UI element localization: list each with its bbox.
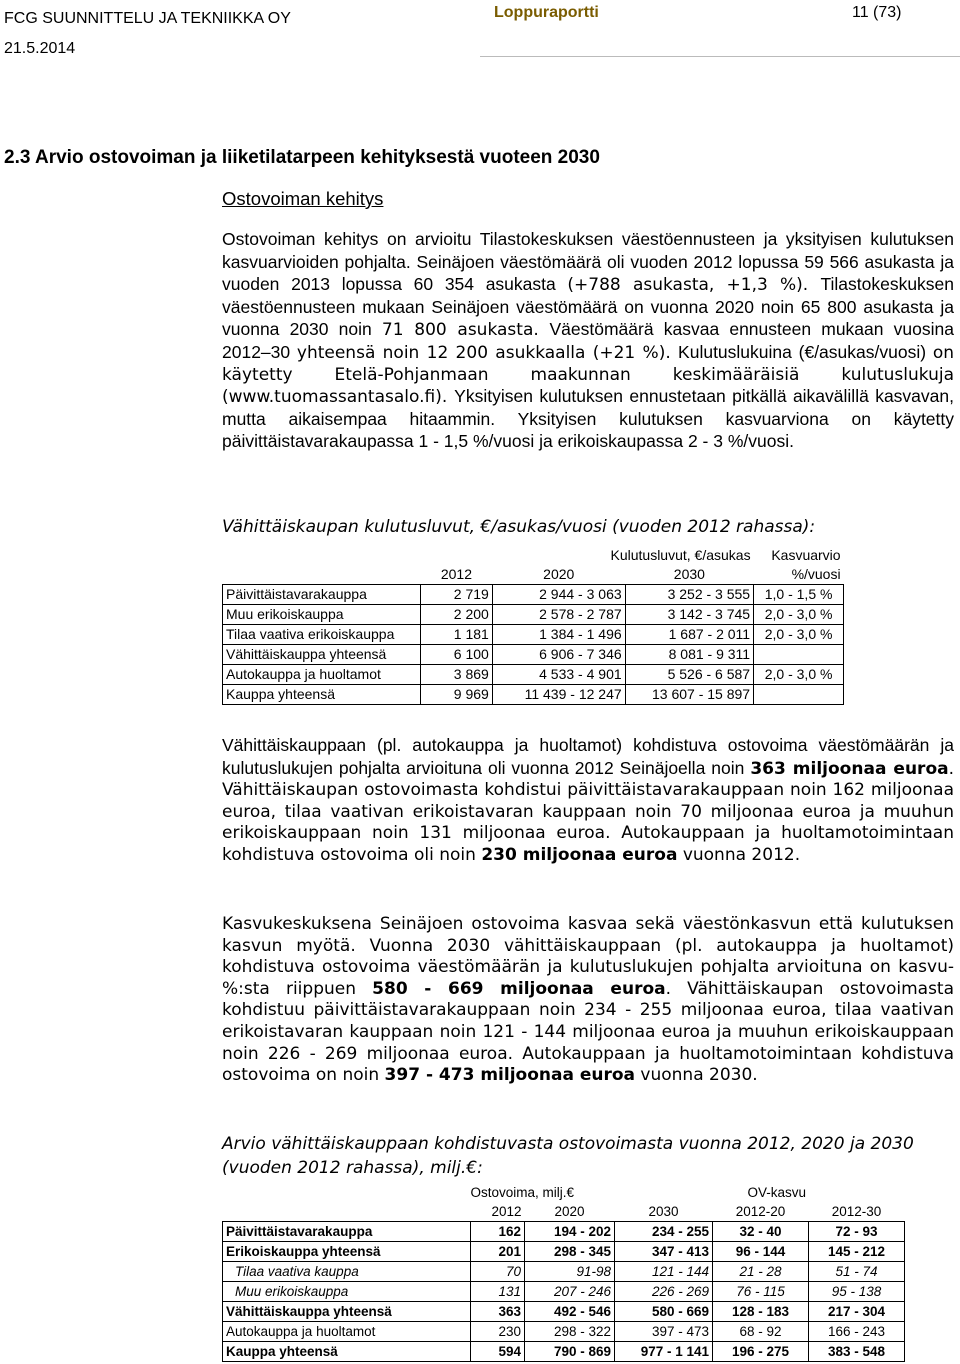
- row-label: Tilaa vaativa kauppa: [223, 1262, 471, 1282]
- table1-year-2012: 2012: [440, 566, 472, 582]
- paragraph-2030-purchasing-power: [222, 914, 954, 1087]
- cell-growth-2012-20: 32 - 40: [713, 1222, 809, 1242]
- cell-growth: 2,0 - 3,0 %: [754, 625, 844, 645]
- para2-c: . Vähittäiskaupan ostovoimasta kohdistui päivittäistavarakauppaan noin 162 miljoonaa euroa, tilaa vaativan erikoistavaran kauppaan noin 70 miljoonaa euroa ja muuhun erikoiskauppaan noin 131 miljoonaa euroa. Autokauppaan ja huoltamotoimintaan kohdistuva ostovoima oli noin: [222, 758, 954, 865]
- cell-2012: 201: [471, 1242, 525, 1262]
- header-org: FCG SUUNNITTELU JA TEKNIIKKA OY: [4, 10, 291, 27]
- header-doc-title: Loppuraportti: [494, 4, 599, 21]
- paragraph-2012-purchasing-power: [222, 735, 954, 867]
- row-label: Vähittäiskauppa yhteensä: [223, 645, 421, 665]
- row-label: Autokauppa ja huoltamot: [223, 665, 421, 685]
- cell-growth: 2,0 - 3,0 %: [754, 665, 844, 685]
- cell-2030: 234 - 255: [615, 1222, 713, 1242]
- cell-2012: 594: [471, 1342, 525, 1362]
- cell-growth: 1,0 - 1,5 %: [754, 585, 844, 605]
- table2-group-head: Ostovoima, milj.€: [470, 1185, 575, 1200]
- table1-head-row2: [223, 565, 844, 585]
- cell-growth-2012-30: 145 - 212: [809, 1242, 905, 1262]
- row-label: Päivittäistavarakauppa: [223, 585, 421, 605]
- cell-growth: [754, 685, 844, 705]
- cell-2020: 4 533 - 4 901: [492, 665, 625, 685]
- cell-2030: 1 687 - 2 011: [625, 625, 753, 645]
- row-label: Muu erikoiskauppa: [223, 605, 421, 625]
- para3-c: . Vähittäiskaupan ostovoimasta kohdistuu päivittäistavarakauppaan noin 234 - 255 miljoonaa euroa, tilaa vaativan erikoistavaran kauppaan noin 121 - 144 miljoonaa euroa ja muuhun erikoiskauppaan noin 226 - 269 miljoonaa euroa. Autokauppaan ja huoltamotoimintaan kohdistuva ostovoima on noin: [222, 978, 955, 1086]
- cell-2020: 91-98: [525, 1262, 615, 1282]
- table1-group-head: Kulutusluvut, €/asukas: [610, 547, 751, 563]
- cell-2020: 298 - 322: [525, 1322, 615, 1342]
- table2-growth-head: OV-kasvu: [747, 1185, 807, 1200]
- row-label: Muu erikoiskauppa: [223, 1282, 471, 1302]
- table2-col-2012: 2012: [491, 1204, 522, 1219]
- cell-2020: 2 944 - 3 063: [492, 585, 625, 605]
- table1-year-2030: 2030: [673, 566, 705, 582]
- para1-a: Ostovoiman kehitys on arvioitu Tilastokeskuksen väestöennusteen ja yksityisen kulutuksen kasvuarvioiden pohjalta. Seinäjoen väestömäärä oli vuoden 2012 lopussa 59 566 asukasta ja vuoden 2013 lopussa 60 354 asukasta: [222, 229, 954, 295]
- table-row: [223, 625, 844, 645]
- table-row: [223, 585, 844, 605]
- table2-head-row2: [223, 1202, 905, 1222]
- para1-g: Kulutuslukuina (€/asukas/vuosi): [678, 341, 933, 362]
- cell-2030: 977 - 1 141: [615, 1342, 713, 1362]
- table1-head-row1: [223, 546, 844, 565]
- table-row: [223, 1342, 905, 1362]
- row-label: Autokauppa ja huoltamot: [223, 1322, 471, 1342]
- cell-2012: 9 969: [421, 685, 493, 705]
- cell-2030: 13 607 - 15 897: [625, 685, 753, 705]
- cell-2012: 1 181: [421, 625, 493, 645]
- cell-2012: 2 200: [421, 605, 493, 625]
- row-label: Erikoiskauppa yhteensä: [223, 1242, 471, 1262]
- table2-caption: Arvio vähittäiskauppaan kohdistuvasta ostovoimasta vuonna 2012, 2020 ja 2030 (vuoden 2012 rahassa), milj.€:: [222, 1134, 914, 1178]
- row-label: Kauppa yhteensä: [223, 685, 421, 705]
- para3-b: 580 - 669 miljoonaa euroa: [372, 978, 666, 999]
- para3-e: vuonna 2030.: [635, 1065, 758, 1086]
- header-page-number: 11 (73): [852, 4, 902, 21]
- table2-head-row1: [223, 1183, 905, 1202]
- cell-2030: 347 - 413: [615, 1242, 713, 1262]
- table2-col-2012-20: 2012-20: [735, 1204, 786, 1219]
- cell-2030: 5 526 - 6 587: [625, 665, 753, 685]
- cell-2020: 492 - 546: [525, 1302, 615, 1322]
- para1-f: yhteensä noin 12 200 asukkaalla (+21 %).: [296, 342, 679, 363]
- header-date: 21.5.2014: [4, 40, 76, 57]
- table-row: [223, 645, 844, 665]
- cell-2012: 6 100: [421, 645, 493, 665]
- purchasing-power-table: [222, 1183, 905, 1362]
- table-row: [223, 685, 844, 705]
- cell-2030: 3 252 - 3 555: [625, 585, 753, 605]
- para1-e: Väestömäärä kasvaa ennusteen mukaan vuosina 2012–30: [222, 319, 954, 362]
- cell-growth-2012-30: 166 - 243: [809, 1322, 905, 1342]
- cell-growth-2012-30: 51 - 74: [809, 1262, 905, 1282]
- cell-growth-2012-30: 72 - 93: [809, 1222, 905, 1242]
- table-row: [223, 1222, 905, 1242]
- cell-growth-2012-30: 383 - 548: [809, 1342, 905, 1362]
- table-row: [223, 1242, 905, 1262]
- row-label: Tilaa vaativa erikoiskauppa: [223, 625, 421, 645]
- cell-2030: 226 - 269: [615, 1282, 713, 1302]
- table1-caption: Vähittäiskaupan kulutusluvut, €/asukas/vuosi (vuoden 2012 rahassa):: [222, 517, 816, 537]
- para1-c: Tilastokeskuksen väestöennusteen mukaan Seinäjoen väestömäärä on vuonna 2020 noin 65 800 asukasta ja vuonna 2030 noin: [222, 274, 955, 340]
- para1-b: (+788 asukasta, +1,3 %).: [567, 275, 821, 296]
- para1-i: Yksityisen kulutuksen ennustetaan pitkällä aikavälillä kasvavan, mutta aikaisempaa hitaammin.: [222, 386, 954, 429]
- row-label: Kauppa yhteensä: [223, 1342, 471, 1362]
- header-divider: [480, 56, 960, 57]
- cell-2012: 162: [471, 1222, 525, 1242]
- table-row: [223, 605, 844, 625]
- cell-growth-2012-20: 128 - 183: [713, 1302, 809, 1322]
- cell-growth: 2,0 - 3,0 %: [754, 605, 844, 625]
- cell-2030: 8 081 - 9 311: [625, 645, 753, 665]
- consumption-table: [222, 546, 844, 705]
- cell-2012: 70: [471, 1262, 525, 1282]
- cell-2020: 207 - 246: [525, 1282, 615, 1302]
- para2-b: 363 miljoonaa euroa: [750, 758, 949, 779]
- table-row: [223, 1262, 905, 1282]
- section-title: 2.3 Arvio ostovoiman ja liiketilatarpeen kehityksestä vuoteen 2030: [4, 147, 600, 168]
- cell-2030: 580 - 669: [615, 1302, 713, 1322]
- cell-2020: 2 578 - 2 787: [492, 605, 625, 625]
- cell-growth-2012-20: 96 - 144: [713, 1242, 809, 1262]
- para2-e: vuonna 2012.: [677, 844, 801, 865]
- para1-h: on käytetty Etelä-Pohjanmaan maakunnan keskimääräisiä kulutuslukuja (www.tuomassantasalo.fi).: [222, 342, 954, 408]
- paragraph-population: [222, 229, 954, 454]
- table1-growth-head: Kasvuarvio: [771, 547, 841, 563]
- cell-2012: 363: [471, 1302, 525, 1322]
- para2-a: Vähittäiskauppaan (pl. autokauppa ja huoltamot) kohdistuva ostovoima väestömäärän ja kulutuslukujen pohjalta arvioituna oli vuonna 2012 Seinäjoella noin: [222, 735, 954, 778]
- table-row: [223, 1302, 905, 1322]
- cell-2020: 1 384 - 1 496: [492, 625, 625, 645]
- table1-year-2020: 2020: [543, 566, 575, 582]
- row-label: Vähittäiskauppa yhteensä: [223, 1302, 471, 1322]
- cell-2012: 2 719: [421, 585, 493, 605]
- cell-2012: 131: [471, 1282, 525, 1302]
- cell-growth-2012-20: 68 - 92: [713, 1322, 809, 1342]
- cell-2020: 194 - 202: [525, 1222, 615, 1242]
- para2-d: 230 miljoonaa euroa: [481, 844, 678, 865]
- cell-growth-2012-20: 76 - 115: [713, 1282, 809, 1302]
- header-org-block: [4, 4, 291, 64]
- cell-2020: 790 - 869: [525, 1342, 615, 1362]
- cell-2030: 121 - 144: [615, 1262, 713, 1282]
- para1-d: 71 800 asukasta.: [381, 320, 550, 341]
- cell-2030: 397 - 473: [615, 1322, 713, 1342]
- subheading: Ostovoiman kehitys: [222, 188, 384, 209]
- cell-2012: 3 869: [421, 665, 493, 685]
- table2-col-2020: 2020: [554, 1204, 585, 1219]
- cell-growth: [754, 645, 844, 665]
- cell-2020: 298 - 345: [525, 1242, 615, 1262]
- cell-growth-2012-30: 95 - 138: [809, 1282, 905, 1302]
- cell-growth-2012-30: 217 - 304: [809, 1302, 905, 1322]
- para1-j: Yksityisen kulutuksen kasvuarviona on käytetty päivittäistavarakaupassa 1 - 1,5 %/vuosi ja erikoiskaupassa 2 - 3 %/vuosi.: [222, 408, 955, 452]
- para3-a: Kasvukeskuksena Seinäjoen ostovoima kasvaa sekä väestönkasvun että kulutuksen kasvun myötä. Vuonna 2030 vähittäiskauppaan (pl. autokauppa ja huoltamot) kohdistuva ostovoima väestömäärän ja kulutuslukujen pohjalta arvioituna on kasvu-%:sta riippuen: [222, 914, 954, 999]
- table2-col-2012-30: 2012-30: [831, 1204, 882, 1219]
- cell-2020: 11 439 - 12 247: [492, 685, 625, 705]
- table-row: [223, 1322, 905, 1342]
- para3-d: 397 - 473 miljoonaa euroa: [384, 1065, 636, 1086]
- cell-2030: 3 142 - 3 745: [625, 605, 753, 625]
- cell-2020: 6 906 - 7 346: [492, 645, 625, 665]
- table2-col-2030: 2030: [648, 1204, 679, 1219]
- row-label: Päivittäistavarakauppa: [223, 1222, 471, 1242]
- cell-2012: 230: [471, 1322, 525, 1342]
- table-row: [223, 665, 844, 685]
- cell-growth-2012-20: 21 - 28: [713, 1262, 809, 1282]
- cell-growth-2012-20: 196 - 275: [713, 1342, 809, 1362]
- table1-unit: %/vuosi: [791, 566, 841, 582]
- table-row: [223, 1282, 905, 1302]
